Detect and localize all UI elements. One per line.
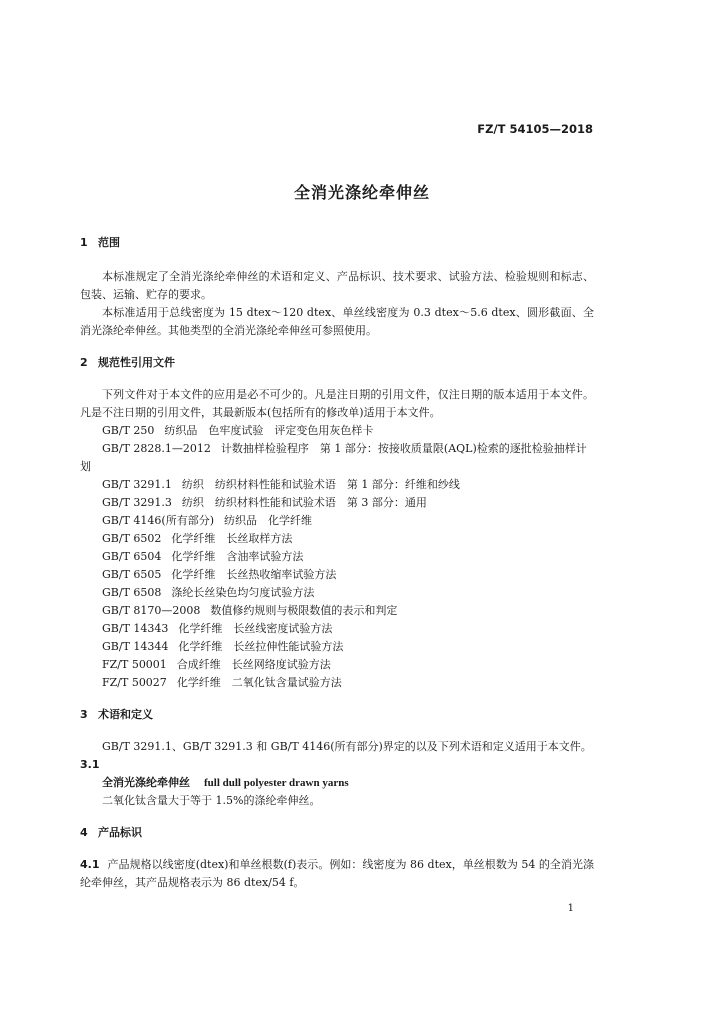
references-intro: 下列文件对于本文件的应用是必不可少的。凡是注日期的引用文件，仅注日期的版本适用于本文件。凡是不注日期的引用文件，其最新版本(包括所有的修改单)适用于本文件。 [80,388,594,419]
section-title: 范围 [98,236,120,249]
reference-item: GB/T 250 纺织品 色牢度试验 评定变色用灰色样卡 [102,424,374,437]
reference-item: FZ/T 50027 化学纤维 二氧化钛含量试验方法 [102,676,342,689]
reference-item: GB/T 14344 化学纤维 长丝拉伸性能试验方法 [102,640,344,653]
section-1-heading [80,234,594,252]
document-body [80,234,594,892]
term-number: 3.1 [80,758,100,771]
reference-item: GB/T 14343 化学纤维 长丝线密度试验方法 [102,622,333,635]
term-entry [80,774,594,792]
section-number: 3 [80,708,88,721]
page-number: 1 [567,903,574,914]
section-2-heading [80,354,594,372]
section-number: 2 [80,356,88,369]
term-definition: 二氧化钛含量大于等于 1.5%的涤纶牵伸丝。 [102,794,321,807]
reference-item: GB/T 4146(所有部分) 纺织品 化学纤维 [102,514,312,527]
section-3-heading [80,706,594,724]
clause-text: 产品规格以线密度(dtex)和单丝根数(f)表示。例如：线密度为 86 dtex，单丝根数为 54 的全消光涤纶牵伸丝，其产品规格表示为 86 dtex/54 f。 [80,858,594,889]
reference-item: GB/T 6505 化学纤维 长丝热收缩率试验方法 [102,568,337,581]
clause-number: 4.1 [80,858,100,871]
reference-item: GB/T 3291.1 纺织 纺织材料性能和试验术语 第 1 部分：纤维和纱线 [102,478,460,491]
reference-item: FZ/T 50001 合成纤维 长丝网络度试验方法 [102,658,331,671]
reference-item: GB/T 8170—2008 数值修约规则与极限数值的表示和判定 [102,604,398,617]
reference-item: GB/T 2828.1—2012 计数抽样检验程序 第 1 部分：按接收质量限(AQL)检索的逐批检验抽样计划 [80,442,587,473]
section-number: 1 [80,236,88,249]
section-number: 4 [80,826,88,839]
reference-item: GB/T 6508 涤纶长丝染色均匀度试验方法 [102,586,315,599]
term-english: full dull polyester drawn yarns [204,777,349,789]
document-title: 全消光涤纶牵伸丝 [293,183,430,202]
scope-paragraph-1: 本标准规定了全消光涤纶牵伸丝的术语和定义、产品标识、技术要求、试验方法、检验规则和标志、包装、运输、贮存的要求。 [80,270,594,301]
reference-item: GB/T 6502 化学纤维 长丝取样方法 [102,532,293,545]
terms-intro: GB/T 3291.1、GB/T 3291.3 和 GB/T 4146(所有部分)界定的以及下列术语和定义适用于本文件。 [102,740,592,753]
reference-item: GB/T 3291.3 纺织 纺织材料性能和试验术语 第 3 部分：通用 [102,496,427,509]
section-title: 产品标识 [98,826,142,839]
term-chinese: 全消光涤纶牵伸丝 [102,776,190,789]
scope-paragraph-2: 本标准适用于总线密度为 15 dtex～120 dtex、单丝线密度为 0.3 dtex～5.6 dtex、圆形截面、全消光涤纶牵伸丝。其他类型的全消光涤纶牵伸丝可参照使用。 [80,306,594,337]
reference-item: GB/T 6504 化学纤维 含油率试验方法 [102,550,304,563]
section-title: 术语和定义 [98,708,153,721]
section-4-heading [80,824,594,842]
clause-4-1 [80,856,594,892]
standard-code: FZ/T 54105—2018 [477,122,593,136]
section-title: 规范性引用文件 [98,356,175,369]
